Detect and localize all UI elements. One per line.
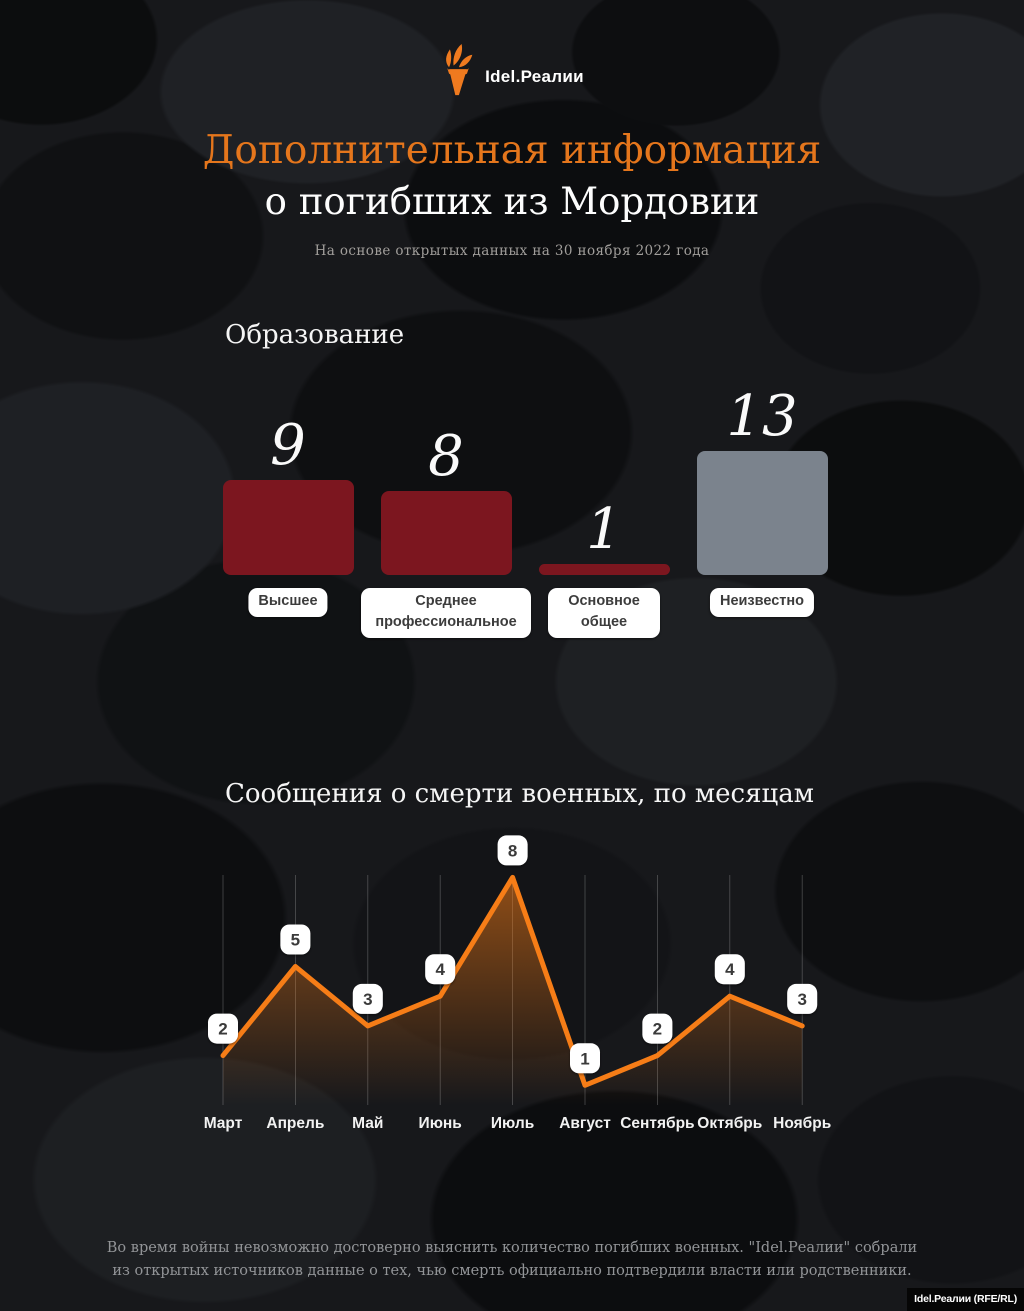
- month-axis-label: Сентябрь: [620, 1115, 695, 1132]
- bar: [223, 480, 354, 575]
- footer-note-line2: из открытых источников данные о тех, чью смерть официально подтвердили власти или родственники.: [112, 1263, 912, 1279]
- point-value-text: 2: [218, 1019, 228, 1039]
- bar-category-label: Среднее профессиональное: [361, 588, 531, 638]
- bar-column: [682, 384, 842, 575]
- point-value-text: 2: [652, 1019, 663, 1039]
- month-axis-label: Октябрь: [697, 1115, 763, 1132]
- month-axis-label: Апрель: [266, 1115, 325, 1132]
- monthly-chart-title: Сообщения о смерти военных, по месяцам: [225, 779, 814, 809]
- logo-text: Idel.Реалии: [485, 67, 584, 86]
- bar-category-label: Высшее: [248, 588, 327, 617]
- line-area-fill: [223, 877, 802, 1105]
- bar-column: [208, 392, 368, 575]
- bar-column: [524, 392, 684, 575]
- bar: [539, 564, 670, 575]
- page-subtitle-line: о погибших из Мордовии: [264, 180, 760, 223]
- page-title: Дополнительная информация: [202, 128, 822, 173]
- bar: [381, 491, 512, 575]
- point-value-text: 4: [435, 960, 445, 980]
- month-axis-label: Август: [559, 1115, 611, 1132]
- bar: [697, 451, 828, 575]
- point-value-text: 3: [797, 989, 807, 1009]
- month-axis-label: Май: [352, 1115, 384, 1132]
- source-credit: Idel.Реалии (RFE/RL): [907, 1288, 1024, 1311]
- month-axis-label: Март: [203, 1115, 243, 1132]
- bar-column: [366, 392, 526, 575]
- bar-value-label: 1: [586, 496, 622, 562]
- footer-note-line1: Во время войны невозможно достоверно выяснить количество погибших военных. "Idel.Реалии" собрали: [106, 1240, 918, 1256]
- monthly-line-chart: [180, 820, 850, 1142]
- month-axis-label: Июнь: [418, 1115, 462, 1132]
- bar-value-label: 13: [726, 384, 798, 449]
- logo: [0, 44, 1024, 96]
- month-axis-label: Июль: [490, 1115, 535, 1132]
- bar-value-label: 9: [270, 412, 306, 478]
- bar-category-label: Основное общее: [548, 588, 660, 638]
- point-value-text: 4: [725, 960, 735, 980]
- bar-value-label: 8: [428, 423, 464, 489]
- point-value-text: 5: [290, 930, 301, 950]
- bar-category-label: Неизвестно: [710, 588, 814, 617]
- month-axis-label: Ноябрь: [773, 1115, 832, 1132]
- point-value-text: 8: [507, 841, 518, 861]
- point-value-text: 1: [580, 1049, 590, 1069]
- point-value-text: 3: [363, 989, 373, 1009]
- education-chart-title: Образование: [225, 320, 405, 350]
- torch-icon: [440, 44, 476, 96]
- data-source-note: На основе открытых данных на 30 ноября 2022 года: [314, 243, 710, 259]
